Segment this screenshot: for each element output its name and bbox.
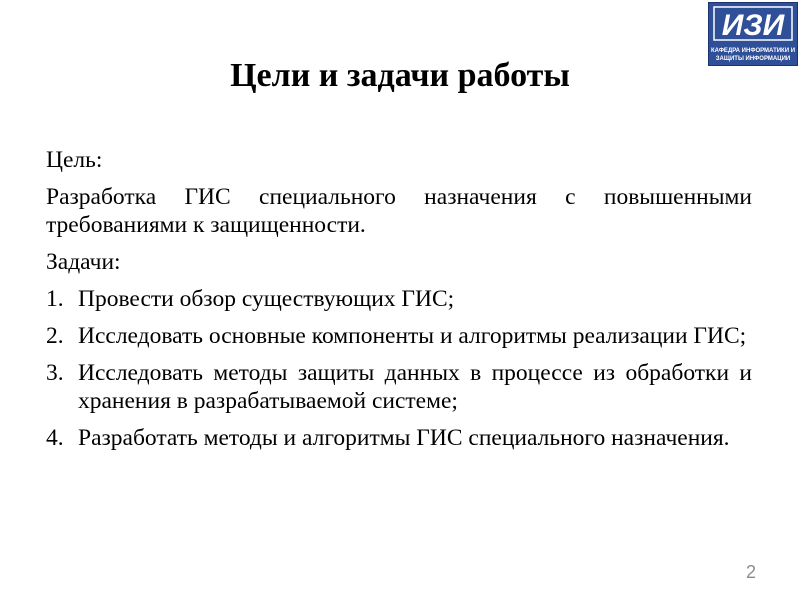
slide-title: Цели и задачи работы [230,57,570,94]
task-text: Разработать методы и алгоритмы ГИС специального назначения. [78,425,730,451]
task-item [46,424,752,452]
task-item [46,359,752,415]
page-number: 2 [745,562,756,582]
logo-caption-line1: КАФЕДРА ИНФОРМАТИКИ И [710,48,796,54]
task-number: 1. [46,286,64,312]
task-number: 2. [46,323,64,349]
task-number: 3. [46,360,64,386]
tasks-label: Задачи: [46,249,121,275]
goal-label: Цель: [46,147,103,173]
tasks-list [46,285,752,452]
task-text: Провести обзор существующих ГИС; [78,286,455,312]
slide-body [46,146,752,461]
task-number: 4. [46,425,64,451]
task-item [46,285,752,313]
logo-text: ИЗИ [721,9,785,42]
task-text: Исследовать методы защиты данных в процессе из обработки и хранения в разрабатываемой системе; [78,360,752,414]
goal-text: Разработка ГИС специального назначения с повышенными требованиями к защищенности. [46,184,752,238]
task-text: Исследовать основные компоненты и алгоритмы реализации ГИС; [78,323,747,349]
task-item [46,322,752,350]
logo-caption-line2: ЗАЩИТЫ ИНФОРМАЦИИ [715,56,791,62]
